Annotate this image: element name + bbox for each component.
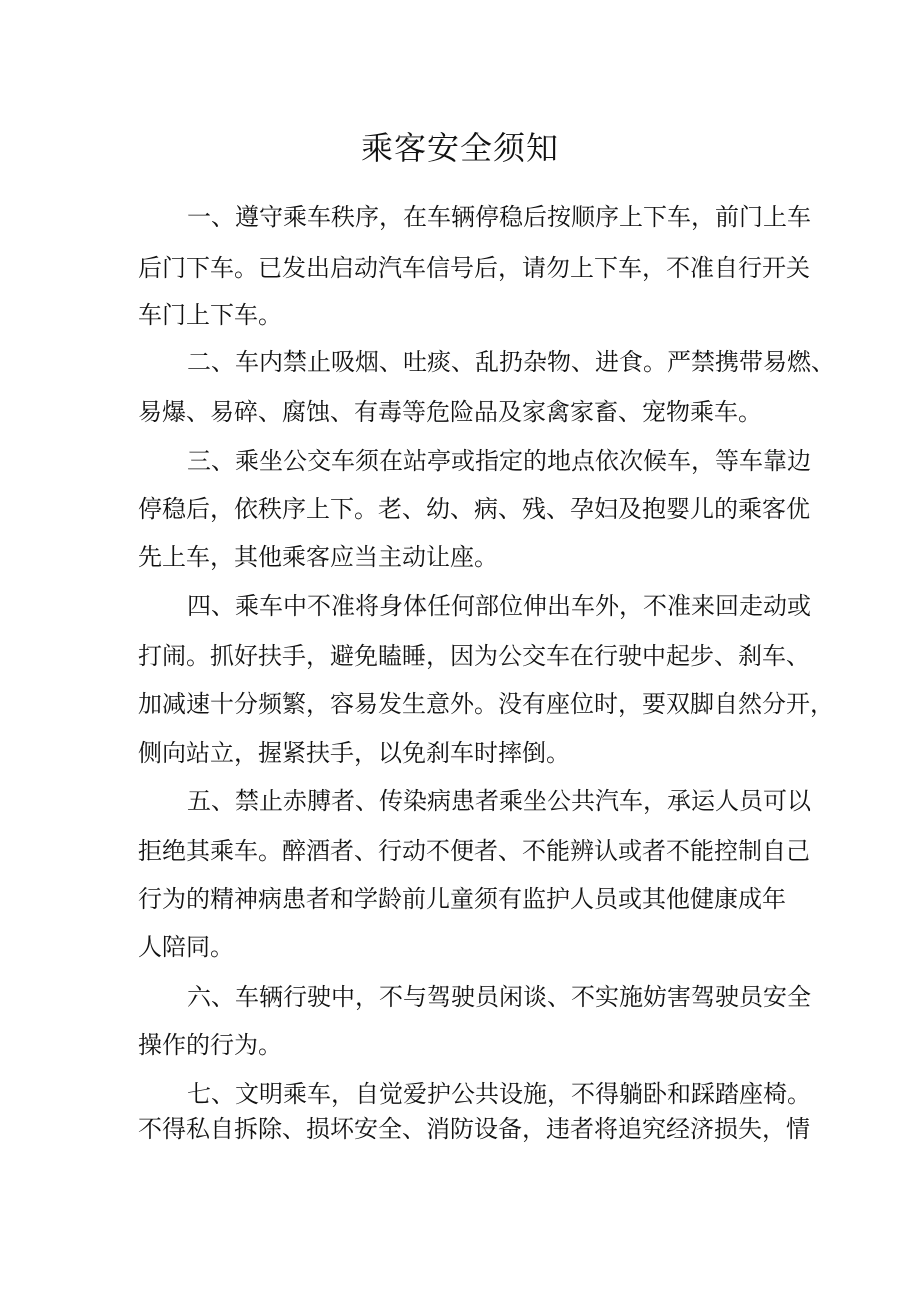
paragraph-4-line-3: 加减速十分频繁，容易发生意外。没有座位时，要双脚自然分开， [138, 690, 834, 718]
paragraph-6-line-1: 六、车辆行驶中，不与驾驶员闲谈、不实施妨害驾驶员安全 [187, 983, 811, 1011]
paragraph-2-line-1: 二、车内禁止吸烟、吐痰、乱扔杂物、进食。严禁携带易燃、 [187, 348, 835, 376]
paragraph-7-line-2: 不得私自拆除、损坏安全、消防设备，违者将追究经济损失，情 [138, 1115, 810, 1143]
paragraph-3-line-2: 停稳后，依秩序上下。老、幼、病、残、孕妇及抱婴儿的乘客优 [138, 495, 810, 523]
paragraph-4-line-4: 侧向站立，握紧扶手，以免刹车时摔倒。 [138, 739, 570, 767]
paragraph-3-line-3: 先上车，其他乘客应当主动让座。 [138, 543, 498, 571]
paragraph-1-line-2: 后门下车。已发出启动汽车信号后，请勿上下车，不准自行开关 [138, 254, 810, 282]
document-title: 乘客安全须知 [360, 129, 559, 167]
paragraph-4-line-2: 打闹。抓好扶手，避免瞌睡，因为公交车在行驶中起步、刹车、 [138, 642, 810, 670]
paragraph-6-line-2: 操作的行为。 [138, 1031, 282, 1059]
paragraph-1-line-3: 车门上下车。 [138, 301, 282, 329]
paragraph-2-line-2: 易爆、易碎、腐蚀、有毒等危险品及家禽家畜、宠物乘车。 [138, 398, 762, 426]
paragraph-7-line-1: 七、文明乘车，自觉爱护公共设施，不得躺卧和踩踏座椅。 [187, 1080, 811, 1108]
paragraph-5-line-2: 拒绝其乘车。醉酒者、行动不便者、不能辨认或者不能控制自己 [138, 837, 810, 865]
paragraph-1-line-1: 一、遵守乘车秩序，在车辆停稳后按顺序上下车，前门上车 [187, 203, 811, 231]
paragraph-5-line-4: 人陪同。 [138, 933, 234, 961]
paragraph-5-line-3: 行为的精神病患者和学龄前儿童须有监护人员或其他健康成年 [138, 885, 786, 913]
paragraph-4-line-1: 四、乘车中不准将身体任何部位伸出车外，不准来回走动或 [187, 592, 811, 620]
paragraph-3-line-1: 三、乘坐公交车须在站亭或指定的地点依次候车，等车靠边 [187, 447, 811, 475]
paragraph-5-line-1: 五、禁止赤膊者、传染病患者乘坐公共汽车，承运人员可以 [187, 787, 811, 815]
